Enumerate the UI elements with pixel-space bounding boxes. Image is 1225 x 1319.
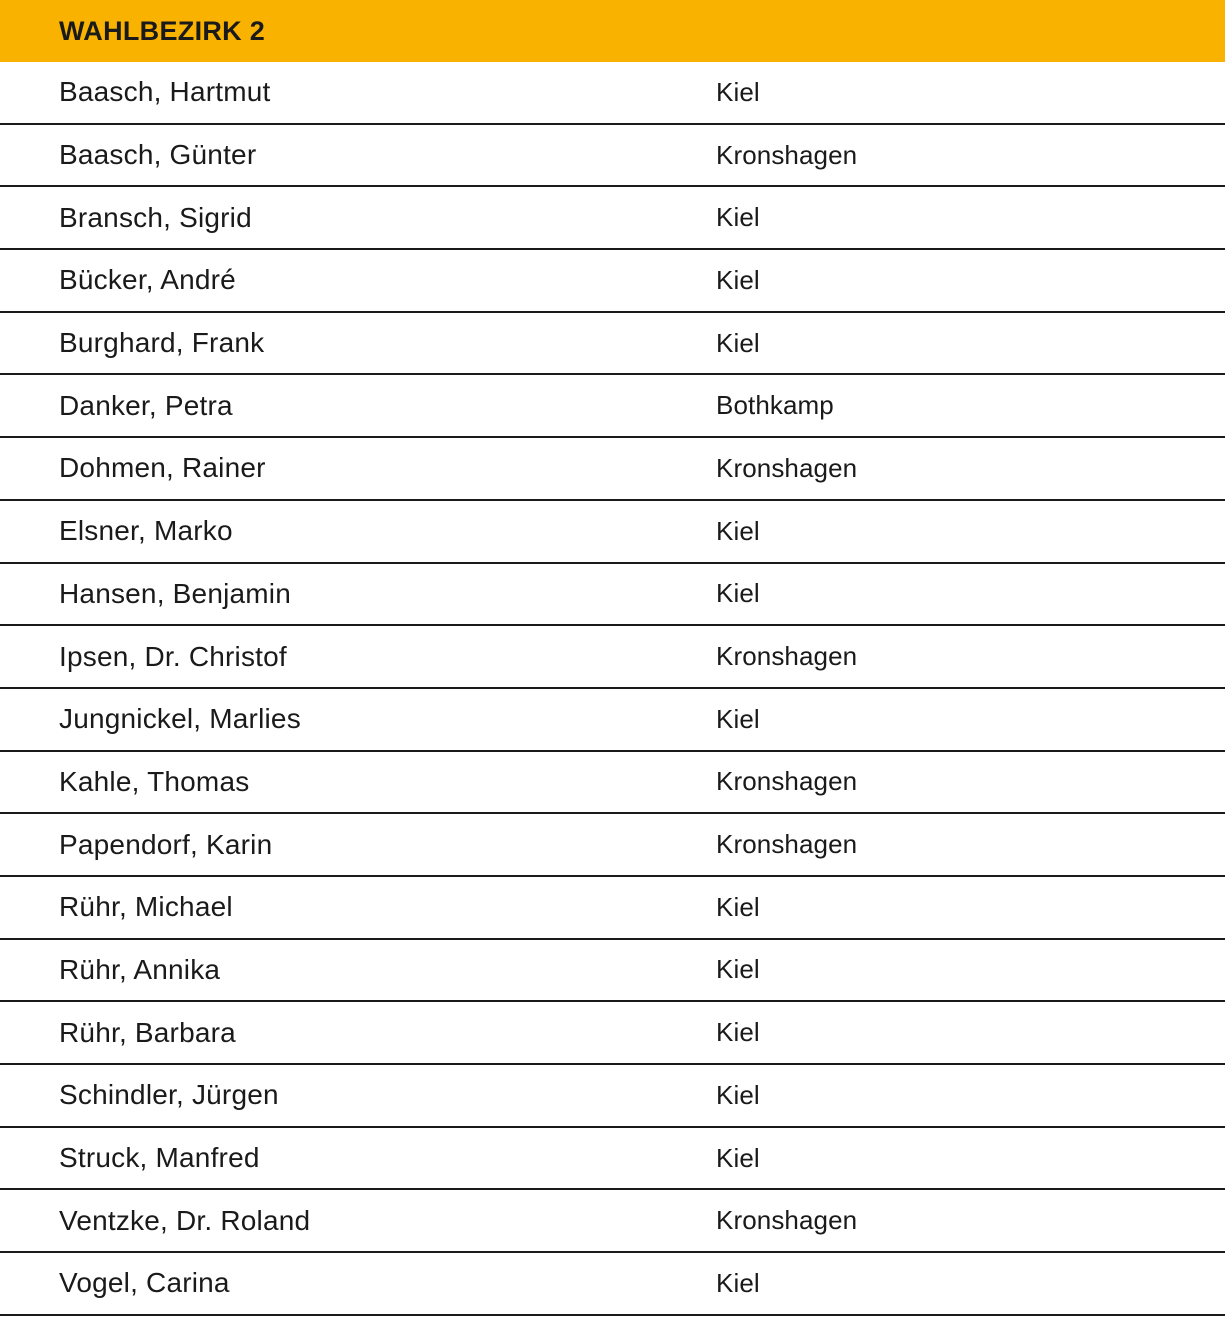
candidate-city: Kiel bbox=[716, 202, 760, 233]
candidate-name: Baasch, Hartmut bbox=[59, 76, 271, 108]
table-row bbox=[0, 125, 1225, 188]
candidate-name: Ventzke, Dr. Roland bbox=[59, 1204, 311, 1236]
candidate-name: Bransch, Sigrid bbox=[59, 201, 252, 233]
candidate-name: Hansen, Benjamin bbox=[59, 577, 291, 609]
header-title: WAHLBEZIRK 2 bbox=[59, 15, 266, 46]
table-row bbox=[0, 501, 1225, 564]
candidate-city: Kiel bbox=[716, 327, 760, 358]
table-row bbox=[0, 689, 1225, 752]
candidate-name: Elsner, Marko bbox=[59, 515, 233, 547]
candidate-city: Kiel bbox=[716, 1267, 760, 1298]
table-row bbox=[0, 1190, 1225, 1253]
candidate-name: Baasch, Günter bbox=[59, 139, 257, 171]
table-row bbox=[0, 375, 1225, 438]
table-row bbox=[0, 564, 1225, 627]
table-row bbox=[0, 187, 1225, 250]
candidate-city: Kronshagen bbox=[716, 829, 858, 860]
candidate-city: Kiel bbox=[716, 954, 760, 985]
candidate-city: Bothkamp bbox=[716, 390, 834, 421]
candidate-city: Kronshagen bbox=[716, 641, 858, 672]
candidate-name: Papendorf, Karin bbox=[59, 828, 273, 860]
candidate-city: Kiel bbox=[716, 1079, 760, 1110]
candidate-city: Kronshagen bbox=[716, 139, 858, 170]
table-row bbox=[0, 1065, 1225, 1128]
candidate-name: Schindler, Jürgen bbox=[59, 1079, 279, 1111]
table-row bbox=[0, 313, 1225, 376]
candidate-name: Rühr, Annika bbox=[59, 953, 221, 985]
candidate-rows bbox=[0, 62, 1225, 1316]
candidate-city: Kronshagen bbox=[716, 1205, 858, 1236]
table-row bbox=[0, 62, 1225, 125]
table-row bbox=[0, 250, 1225, 313]
candidate-city: Kiel bbox=[716, 1142, 760, 1173]
candidate-name: Struck, Manfred bbox=[59, 1142, 260, 1174]
candidate-name: Danker, Petra bbox=[59, 389, 233, 421]
table-row bbox=[0, 877, 1225, 940]
list-header bbox=[0, 0, 1225, 62]
table-row bbox=[0, 626, 1225, 689]
candidate-name: Ipsen, Dr. Christof bbox=[59, 640, 287, 672]
candidate-name: Kahle, Thomas bbox=[59, 765, 250, 797]
table-row bbox=[0, 940, 1225, 1003]
table-row bbox=[0, 814, 1225, 877]
candidate-name: Jungnickel, Marlies bbox=[59, 703, 301, 735]
candidate-name: Burghard, Frank bbox=[59, 327, 265, 359]
candidate-name: Bücker, André bbox=[59, 264, 236, 296]
table-row bbox=[0, 752, 1225, 815]
candidate-city: Kiel bbox=[716, 578, 760, 609]
candidate-name: Dohmen, Rainer bbox=[59, 452, 266, 484]
table-row bbox=[0, 438, 1225, 501]
candidate-city: Kiel bbox=[716, 76, 760, 107]
candidate-name: Vogel, Carina bbox=[59, 1267, 230, 1299]
table-row bbox=[0, 1002, 1225, 1065]
candidate-name: Rühr, Barbara bbox=[59, 1016, 236, 1048]
candidate-city: Kiel bbox=[716, 1017, 760, 1048]
candidate-city: Kiel bbox=[716, 264, 760, 295]
candidate-city: Kronshagen bbox=[716, 452, 858, 483]
table-row bbox=[0, 1253, 1225, 1316]
candidate-city: Kiel bbox=[716, 515, 760, 546]
candidate-city: Kiel bbox=[716, 703, 760, 734]
candidate-name: Rühr, Michael bbox=[59, 891, 233, 923]
candidate-city: Kiel bbox=[716, 891, 760, 922]
candidate-city: Kronshagen bbox=[716, 766, 858, 797]
table-row bbox=[0, 1128, 1225, 1191]
